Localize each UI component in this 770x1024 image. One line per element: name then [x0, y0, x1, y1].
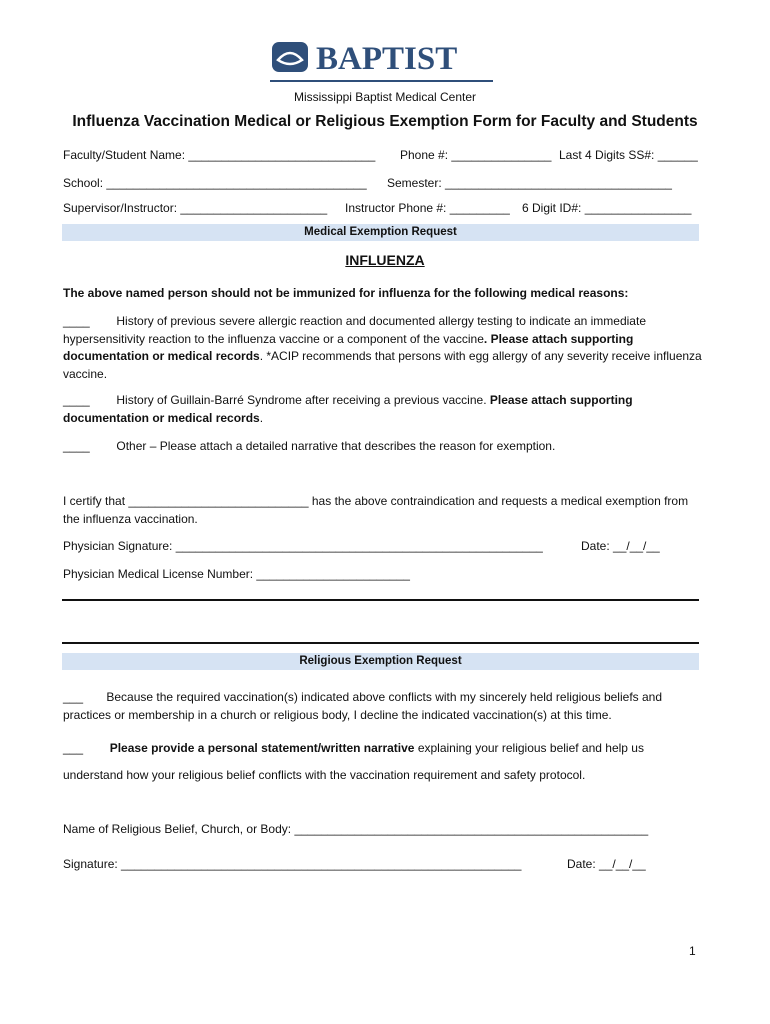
- medical-item-3-blank[interactable]: ____: [63, 439, 90, 453]
- religious-section-bar: Religious Exemption Request: [62, 653, 699, 670]
- religious-belief-field[interactable]: Name of Religious Belief, Church, or Body: _____________________________________________________: [63, 822, 649, 836]
- certify-statement[interactable]: I certify that ___________________________ has the above contraindication and requests a medical exemption from the influenza vaccination.: [63, 494, 689, 526]
- influenza-heading: INFLUENZA: [345, 252, 425, 268]
- religious-item-1-text: Because the required vaccination(s) indicated above conflicts with my sincerely held religious beliefs and practices or membership in a church or religious body, I decline the indicated vaccination(s) at this time.: [63, 690, 663, 722]
- license-number-field[interactable]: Physician Medical License Number: _______________________: [63, 567, 410, 581]
- semester-field[interactable]: Semester: __________________________________: [387, 176, 672, 190]
- religious-item-2-text: explaining your religious belief and help us: [414, 741, 644, 755]
- medical-item-1-tail: . *ACIP recommends that persons with egg allergy of any severity receive influenza vaccine.: [63, 349, 702, 381]
- page-number: 1: [689, 944, 696, 958]
- physician-date-field[interactable]: Date: __/__/__: [581, 539, 660, 553]
- ssn-field[interactable]: Last 4 Digits SS#: ______: [559, 148, 698, 162]
- religious-item-2: [63, 741, 644, 755]
- medical-item-1-bold: . Please attach supporting documentation or medical records: [63, 331, 634, 363]
- religious-item-1: [63, 689, 703, 724]
- supervisor-field[interactable]: Supervisor/Instructor: ______________________: [63, 201, 328, 215]
- name-field-line: [63, 148, 375, 162]
- name-field[interactable]: Faculty/Student Name: ____________________________: [63, 148, 376, 162]
- physician-signature-field[interactable]: Physician Signature: _______________________________________________________: [63, 539, 543, 553]
- medical-item-2-text: History of Guillain-Barré Syndrome after receiving a previous vaccine.: [116, 393, 490, 407]
- religious-item-2-blank[interactable]: ___: [63, 741, 84, 755]
- logo-divider: [270, 80, 493, 82]
- school-field[interactable]: School: _______________________________________: [63, 176, 367, 190]
- medical-item-2-bold: Please attach supporting documentation or medical records: [63, 393, 633, 425]
- form-title: Influenza Vaccination Medical or Religious Exemption Form for Faculty and Students: [72, 113, 698, 130]
- phone-field[interactable]: Phone #: _______________: [400, 148, 552, 162]
- baptist-logo: [270, 38, 495, 84]
- medical-item-3-text: Other – Please attach a detailed narrative that describes the reason for exemption.: [116, 439, 556, 453]
- instructor-phone-field[interactable]: Instructor Phone #: _________: [345, 201, 510, 215]
- medical-intro: The above named person should not be immunized for influenza for the following medical reasons:: [63, 286, 629, 300]
- medical-item-3: [63, 438, 703, 456]
- digit-id-field[interactable]: 6 Digit ID#: ________________: [522, 201, 692, 215]
- medical-item-2-tail: .: [259, 410, 264, 425]
- medical-section-bar: Medical Exemption Request: [62, 224, 699, 241]
- religious-item-2-bold: Please provide a personal statement/written narrative: [109, 741, 415, 755]
- religious-signature-field[interactable]: Signature: ____________________________________________________________: [63, 857, 522, 871]
- medical-item-1: [63, 313, 703, 383]
- religious-date-field[interactable]: Date: __/__/__: [567, 857, 646, 871]
- religious-item-1-blank[interactable]: ___: [63, 690, 84, 704]
- medical-item-2-blank[interactable]: ____: [63, 393, 90, 407]
- organization-name: Mississippi Baptist Medical Center: [293, 90, 477, 104]
- religious-item-2-continued: understand how your religious belief conflicts with the vaccination requirement and safety protocol.: [63, 768, 586, 782]
- logo-text: BAPTIST: [316, 41, 458, 77]
- medical-item-1-text: History of previous severe allergic reaction and documented allergy testing to indicate an immediate hypersensitivity reaction to the influenza vaccine or a component of the vaccine: [63, 314, 646, 346]
- section-divider-top: [62, 599, 699, 601]
- section-divider-bottom: [62, 642, 699, 644]
- medical-item-2: [63, 392, 703, 427]
- medical-item-1-blank[interactable]: ____: [63, 314, 90, 328]
